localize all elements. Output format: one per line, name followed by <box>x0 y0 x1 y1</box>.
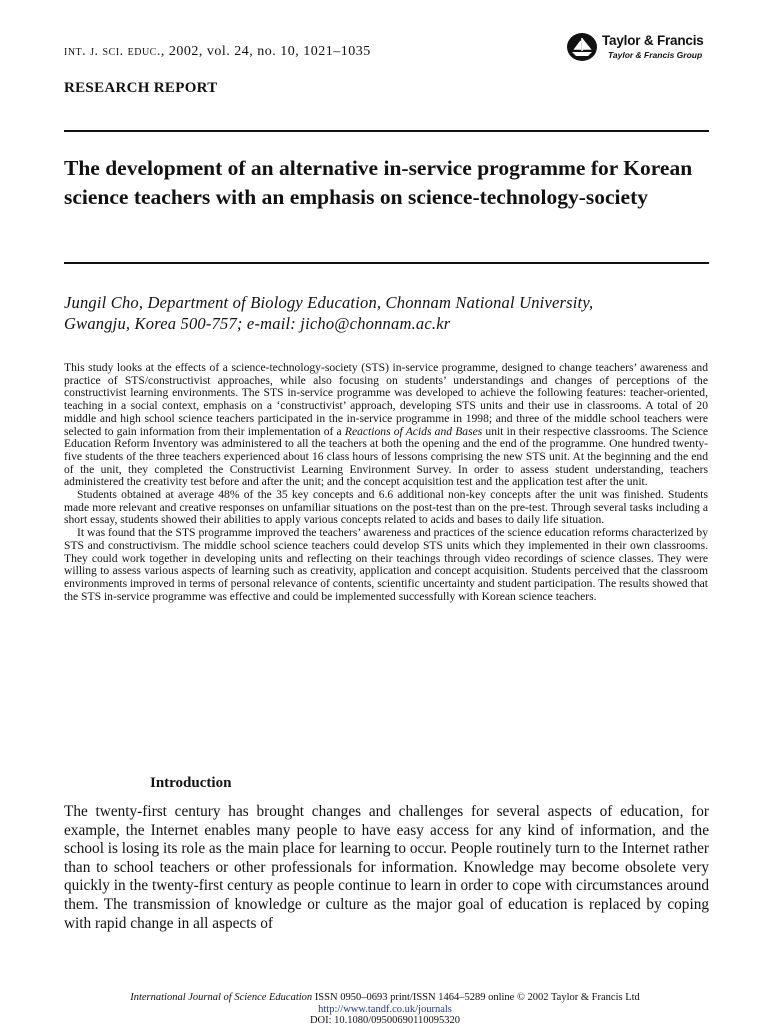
journal-volume-pages: , 2002, vol. 24, no. 10, 1021–1035 <box>160 44 371 59</box>
abstract-paragraph-1: This study looks at the effects of a science-technology-society (STS) in-service programme, designed to change teachers’ awareness and practice of STS/constructivist approaches, while also focusing on students’ understandings and changes of perceptions of the constructivist learning environments. The STS in-service programme was developed to achieve the following features: teacher-oriented, teaching in a social context, emphasis on a ‘constructivist’ approach, developing STS units and their use in classrooms. A total of 20 middle and high school science teachers participated in the in-service programme in 1998; and three of the middle school teachers were selected to gain information from their implementation of a Reactions of Acids and Bases unit in their respective classrooms. The Science Education Reform Inventory was administered to all the teachers at both the opening and the end of the programme. One hundred twenty-five students of the three teachers experienced about 16 class hours of lessons comprising the new STS unit. At the beginning and the end of the unit, they completed the Constructivist Learning Environment Survey. In order to assess student understanding, teachers administered the creativity test before and after the unit; and the concept acquisition test and the application test after the unit. <box>64 361 708 489</box>
footer-journal-link[interactable]: http://www.tandf.co.uk/journals <box>318 1003 452 1015</box>
abstract-paragraph-2: Students obtained at average 48% of the 35 key concepts and 6.6 additional non-key concepts after the unit was finished. Students made more relevant and creative responses on unfamiliar situations on the post-test than on the pre-test. Through several tasks including a short essay, students showed their abilities to apply various concepts related to acids and bases to daily life situation. <box>64 488 708 527</box>
taylor-francis-boat-icon <box>566 32 598 62</box>
author-affiliation <box>64 292 724 334</box>
introduction-body: The twenty-first century has brought changes and challenges for several aspects of education, for example, the Internet enables many people to have easy access for any kind of information, and the school is losing its role as the main place for learning to occur. People routinely turn to the Internet rather than to school teachers or other professionals for information. Knowledge may become obsolete very quickly in the twenty-first century as people continue to learn in order to cope with circumstances around them. The transmission of knowledge or culture as the major goal of education is replaced by coping with rapid change in all aspects of <box>64 803 709 932</box>
abstract-paragraph-3: It was found that the STS programme improved the teachers’ awareness and practices of the science education reforms characterized by STS and constructivism. The middle school science teachers could develop STS units which they implemented in their own classrooms. They could work together in developing units and reflecting on their teachings through video recordings of science classes. They were willing to assess various aspects of learning such as creativity, application and concept acquisition. Students perceived that the classroom environments improved in terms of personal relevance of contents, scientific uncertainty and student participation. The results showed that the STS in-service programme was effective and could be implemented successfully with Korean science teachers. <box>64 526 708 603</box>
title-bottom-rule <box>64 262 709 264</box>
publisher-name: Taylor & Francis <box>602 33 704 48</box>
author-line-2: Gwangju, Korea 500-757; e-mail: jicho@chonnam.ac.kr <box>64 314 451 333</box>
publisher-group: Taylor & Francis Group <box>608 50 703 60</box>
abstract <box>64 362 708 603</box>
introduction-heading: Introduction <box>150 775 232 791</box>
author-line-1: Jungil Cho, Department of Biology Education, Chonnam National University, <box>64 293 594 312</box>
journal-abbrev: int. j. sci. educ. <box>64 44 161 59</box>
unit-name: Reactions of Acids and Bases <box>344 424 483 438</box>
journal-citation <box>64 44 371 60</box>
publisher-logo <box>566 30 716 66</box>
footer-journal-name: International Journal of Science Education <box>130 992 313 1003</box>
article-title: The development of an alternative in-service programme for Korean science teachers with an emphasis on science-technology-society <box>64 156 693 209</box>
page-footer <box>40 992 730 1027</box>
section-label: RESEARCH REPORT <box>64 80 218 96</box>
footer-copyright: International Journal of Science Education ISSN 0950–0693 print/ISSN 1464–5289 online © 2002 Taylor & Francis Ltd <box>130 992 640 1003</box>
footer-doi: DOI: 10.1080/09500690110095320 <box>309 1015 461 1026</box>
title-top-rule <box>64 130 709 132</box>
